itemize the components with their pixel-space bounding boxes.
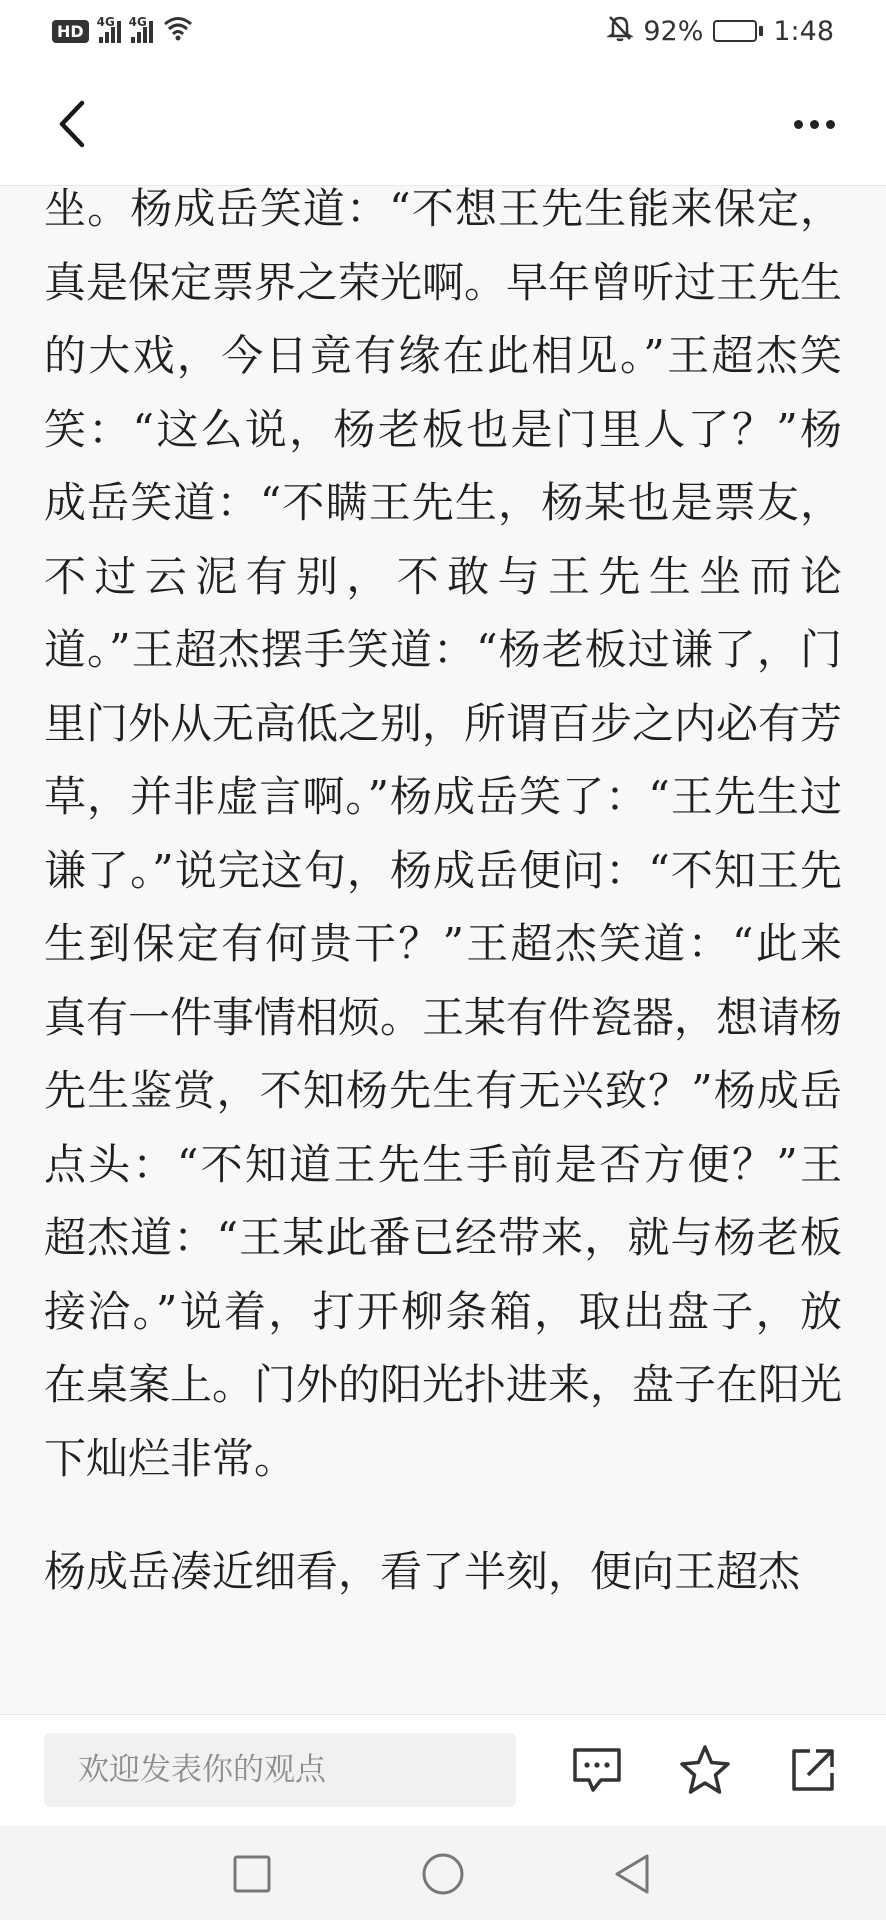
recent-apps-button[interactable] (224, 1846, 280, 1902)
share-icon (788, 1745, 838, 1795)
home-icon (421, 1852, 465, 1896)
back-triangle-icon (611, 1852, 653, 1896)
hd-icon: HD (52, 20, 89, 43)
home-button[interactable] (415, 1846, 471, 1902)
signal-icon-2 (128, 15, 153, 43)
share-button[interactable] (780, 1737, 846, 1803)
article-paragraph: 杨成岳凑近细看，看了半刻，便向王超杰 (44, 1547, 801, 1596)
favorite-button[interactable] (672, 1737, 738, 1803)
mute-icon (607, 14, 633, 49)
top-app-bar (0, 62, 886, 186)
comment-bar (0, 1714, 886, 1826)
battery-icon (713, 20, 763, 42)
star-icon (678, 1744, 732, 1796)
back-nav-button[interactable] (604, 1846, 660, 1902)
system-nav-bar (0, 1826, 886, 1920)
battery-percent: 92% (643, 15, 704, 47)
more-horizontal-icon (794, 120, 803, 129)
back-button[interactable] (40, 92, 104, 156)
article-body (0, 186, 886, 1714)
signal-icon (96, 15, 121, 43)
comment-input[interactable] (44, 1733, 516, 1807)
network-type-label: 4G (96, 15, 115, 29)
status-bar (0, 0, 886, 62)
status-bar-right (607, 14, 834, 49)
status-bar-left (52, 15, 193, 48)
comment-icon (571, 1746, 623, 1794)
wifi-icon (163, 15, 193, 48)
article-paragraph: 坐。杨成岳笑道：“不想王先生能来保定，真是保定票界之荣光啊。早年曾听过王先生的大戏，今日竟有缘在此相见。”王超杰笑笑：“这么说，杨老板也是门里人了？”杨成岳笑道：“不瞒王先生，杨某也是票友，不过云泥有别，不敢与王先生坐而论道。”王超杰摆手笑道：“杨老板过谦了，门里门外从无高低之别，所谓百步之内必有芳草，并非虚言啊。”杨成岳笑了：“王先生过谦了。”说完这句，杨成岳便问：“不知王先生到保定有何贵干？”王超杰笑道：“此来真有一件事情相烦。王某有件瓷器，想请杨先生鉴赏，不知杨先生有无兴致？”杨成岳点头：“不知道王先生手前是否方便？”王超杰道：“王某此番已经带来，就与杨老板接洽。”说着，打开柳条箱，取出盘子，放在桌案上。门外的阳光扑进来，盘子在阳光下灿烂非常。 (44, 186, 843, 1483)
more-button[interactable] (778, 92, 850, 156)
recent-apps-icon (232, 1854, 272, 1894)
chevron-left-icon (56, 99, 88, 149)
status-time: 1:48 (773, 15, 834, 47)
comment-button[interactable] (564, 1737, 630, 1803)
network-type-label-2: 4G (128, 15, 147, 29)
